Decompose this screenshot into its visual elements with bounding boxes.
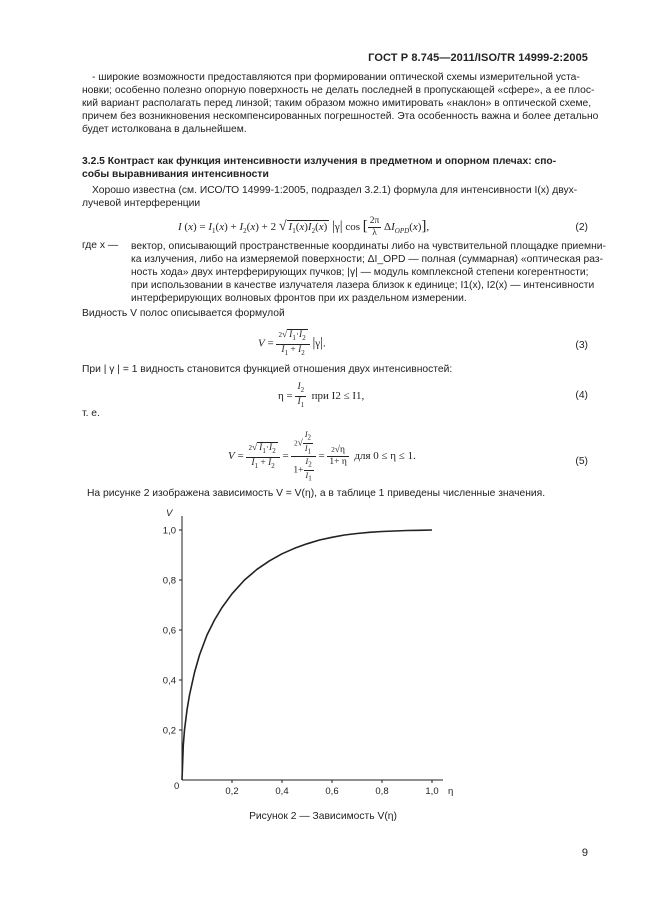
y-tick-label: 0,8 <box>162 575 176 587</box>
x-tick-label: 0,4 <box>275 786 289 797</box>
text-line: интерферирующих волновых фронтов при их раздельном измерении. <box>131 293 467 305</box>
text-line: при использовании в качестве излучателя лазера близок к единице; I1(x), I2(x) — интенсивности <box>131 280 595 292</box>
x-tick-label: 1,0 <box>425 786 439 797</box>
page-number: 9 <box>581 847 588 859</box>
text-line: кий вариант располагать перед линзой; таким образом можно имитировать «наклон» в оптической схеме, <box>82 98 592 110</box>
figure-caption: Рисунок 2 — Зависимость V(η) <box>249 811 397 822</box>
text-line: ка излучения, либо на измеряемой поверхности; ΔI_OPD — полная (суммарная) «оптическая раз- <box>131 254 604 266</box>
x-tick-label: 0,2 <box>225 786 239 797</box>
text-line: лучевой интерференции <box>82 198 201 210</box>
heading-line: собы выравнивания интенсивности <box>82 169 269 181</box>
x-axis-label: η <box>448 786 454 797</box>
equation-3: V = $\frac{2√ I_1\cdot I_2}{I_1 + I_2}$ |γ|. <box>258 330 326 357</box>
text-line: вектор, описывающий пространственные координаты либо на чувствительной площадке приемни- <box>131 241 606 252</box>
text-line: Видность V полос описывается формулой <box>82 308 285 319</box>
y-tick-label: 0,2 <box>162 725 176 737</box>
equation-5: V = $\frac{2√ I_1\cdot I_2}{I_1 + I_2}$ = 2√ $\frac{I_2}{I_1}$ 1+ $\frac{I_2}{I_1}$ = $\frac{2√\eta}{1+ \eta}$ для 0 ≤ η ≤ 1. <box>228 430 416 483</box>
x-tick-label: 0,8 <box>375 786 389 797</box>
text-line: При | γ | = 1 видность становится функцией отношения двух интенсивностей: <box>82 364 453 375</box>
equation-number: (2) <box>575 222 588 233</box>
document-header: ГОСТ Р 8.745—2011/ISO/TR 14999-2:2005 <box>368 52 588 64</box>
series-line <box>182 530 432 780</box>
where-label: где x — <box>82 240 119 251</box>
equation-4: η = $\frac{I_2}{I_1}$ при I2 ≤ I1, <box>278 382 365 409</box>
text-line: Хорошо известна (см. ИСО/ТО 14999-1:2005, подраздел 3.2.1) формула для интенсивности I(x) двух- <box>92 185 578 196</box>
y-tick-label: 1,0 <box>162 525 176 537</box>
origin-label: 0 <box>174 781 180 792</box>
equation-2: I $(x) = I_1(x) + I_2(x) + 2$ √ $I_1(x)I_2(x)$ |γ| cos [ $\frac{2\pi}{\lambda}$ $\Delta I_{OPD}(x)$], <box>178 216 430 238</box>
y-tick-label: 0,6 <box>162 625 176 637</box>
heading-line: 3.2.5 Контраст как функция интенсивности излучения в предметном и опорном плечах: спо- <box>82 156 557 167</box>
text-line: - широкие возможности предоставляются при формировании оптической схемы измерительной уста- <box>92 72 580 83</box>
text-line: ность хода» двух интерферирующих пучков; |γ| — модуль комплексной степени когерентности; <box>131 267 589 279</box>
text-line: будет истолкована в дальнейшем. <box>82 124 247 136</box>
y-axis-label: V <box>166 508 173 519</box>
x-tick-label: 0,6 <box>325 786 339 797</box>
equation-number: (5) <box>575 456 588 467</box>
eq4-condition: при I2 ≤ I1, <box>311 389 365 402</box>
text-line: т. е. <box>82 408 100 419</box>
text-line: На рисунке 2 изображена зависимость V = V(η), а в таблице 1 приведены численные значения. <box>87 488 546 499</box>
eq5-condition: для 0 ≤ η ≤ 1. <box>354 450 416 463</box>
text-line: новки; особенно полезно опорную поверхность не делать последней в пропускающей «сфере», а ее плос- <box>82 85 595 97</box>
equation-number: (3) <box>575 340 588 351</box>
y-tick-label: 0,4 <box>162 675 176 687</box>
equation-number: (4) <box>575 390 588 401</box>
text-line: причем без возникновения нескомпенсированных погрешностей. Эта особенность важна и более детально <box>82 111 599 123</box>
